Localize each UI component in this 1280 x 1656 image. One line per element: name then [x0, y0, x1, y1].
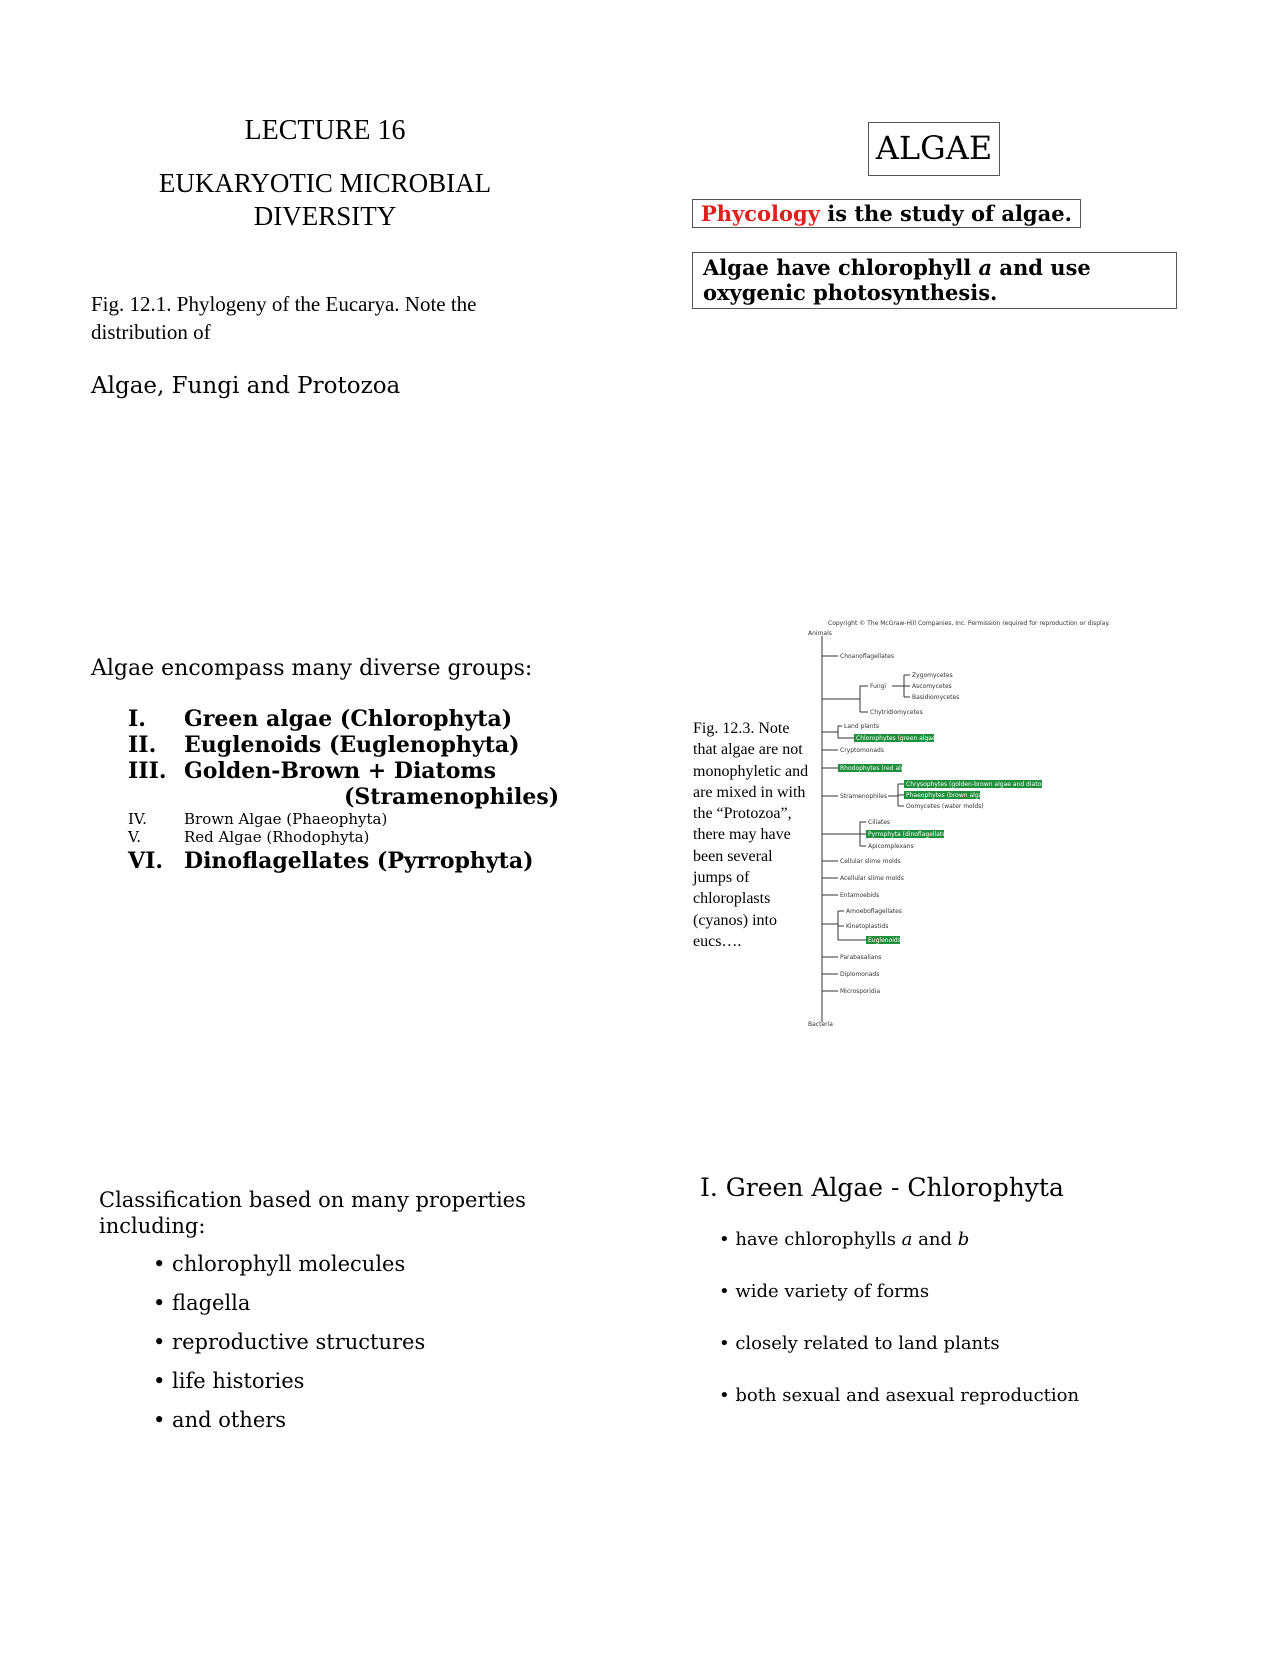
property-bullet: • life histories	[153, 1369, 305, 1393]
group-numeral: VI.	[128, 848, 164, 874]
algae-heading-box: ALGAE	[868, 122, 1000, 176]
tree-label: Apicomplexans	[868, 843, 914, 850]
property-bullet: • reproductive structures	[153, 1330, 426, 1354]
green-algae-bullet	[719, 1229, 969, 1250]
group-name: Green algae (Chlorophyta)	[184, 706, 513, 732]
tree-label: Amoeboflagellates	[846, 908, 902, 915]
caption-line: jumps of	[693, 869, 750, 887]
property-bullet: • and others	[153, 1408, 287, 1432]
group-name: Brown Algae (Phaeophyta)	[184, 810, 388, 828]
algae-fungi-protozoa-subtitle: Algae, Fungi and Protozoa	[91, 373, 401, 399]
group-name: Golden-Brown + Diatoms	[184, 758, 497, 784]
tree-label: Land plants	[844, 723, 879, 730]
chlorophyll-a-italic: a	[901, 1229, 913, 1250]
tree-label: Microsporidia	[840, 988, 881, 995]
tree-label: Diplomonads	[840, 971, 880, 978]
tree-label-highlighted: Phaeophytes (brown algae)	[906, 792, 989, 799]
classification-heading: Classification based on many properties including:	[99, 1188, 526, 1238]
lecture-title: EUKARYOTIC MICROBIAL DIVERSITY	[158, 168, 492, 231]
chlorophyll-b-italic: b	[957, 1229, 970, 1250]
group-name: Euglenoids (Euglenophyta)	[184, 732, 520, 758]
figure-caption-12-1: Fig. 12.1. Phylogeny of the Eucarya. Note the distribution of	[91, 292, 477, 344]
group-name: Dinoflagellates (Pyrrophyta)	[184, 848, 534, 874]
tree-root-bottom: Bacteria	[808, 1021, 833, 1028]
tree-label: Stramenophiles	[840, 793, 888, 800]
green-algae-bullet: • wide variety of forms	[719, 1281, 930, 1302]
tree-label-highlighted: Chlorophytes (green algae)	[856, 735, 939, 742]
figure-caption-12-3	[693, 718, 825, 952]
bullet-text: and	[912, 1229, 958, 1250]
caption-line: there may have	[693, 826, 791, 844]
tree-label-highlighted: Euglenoids	[868, 937, 901, 944]
tree-copyright: Copyright © The McGraw-Hill Companies, Inc. Permission required for reproduction or display.	[828, 620, 1110, 627]
tree-label: Ciliates	[868, 819, 891, 826]
caption-line: monophyletic and	[693, 762, 809, 780]
tree-label: Choanoflagellates	[840, 653, 894, 660]
caption-line: chloroplasts	[693, 890, 771, 908]
tree-label: Oomycetes (water molds)	[906, 803, 984, 810]
tree-label: Parabasalians	[840, 954, 882, 961]
tree-label: Zygomycetes	[912, 672, 953, 679]
caption-line: (cyanos) into	[693, 911, 777, 929]
tree-label-highlighted: Pyrrophyta (dinoflagellates)	[868, 831, 952, 838]
chlorophyll-text-end: and use oxygenic photosynthesis.	[703, 255, 1091, 305]
caption-line: that algae are not	[693, 741, 803, 759]
green-algae-title: I. Green Algae - Chlorophyta	[700, 1173, 1064, 1202]
chlorophyll-statement-box	[692, 252, 1177, 309]
tree-label: Entamoebids	[840, 892, 880, 899]
eucarya-phylogeny-tree	[808, 620, 1110, 1028]
green-algae-bullet: • closely related to land plants	[719, 1333, 1000, 1354]
group-numeral: III.	[128, 758, 167, 784]
group-numeral: IV.	[128, 810, 147, 828]
chlorophyll-text-start: Algae have chlorophyll	[703, 255, 979, 280]
tree-label: Cellular slime molds	[840, 858, 901, 865]
tree-label: Cryptomonads	[840, 747, 884, 754]
phycology-definition-box	[692, 199, 1081, 228]
tree-label: Basidiomycetes	[912, 694, 960, 701]
algae-groups-heading: Algae encompass many diverse groups:	[91, 656, 533, 681]
tree-label: Chytridiomycetes	[870, 709, 923, 716]
caption-line: are mixed in with	[693, 783, 806, 801]
caption-line: the “Protozoa”,	[693, 805, 792, 823]
caption-line: been several	[693, 847, 773, 865]
bullet-text: • have chlorophylls	[719, 1229, 902, 1250]
tree-label: Fungi	[870, 683, 887, 690]
group-numeral: II.	[128, 732, 157, 758]
tree-label-highlighted: Rhodophytes (red algae)	[840, 765, 915, 772]
caption-line: eucs….	[693, 932, 742, 950]
property-bullet: • flagella	[153, 1291, 251, 1315]
tree-label: Kinetoplastids	[846, 923, 889, 930]
tree-label-highlighted: Chrysophytes (golden-brown algae and diatoms)	[906, 781, 1053, 788]
property-bullet: • chlorophyll molecules	[153, 1252, 406, 1276]
caption-line: Fig. 12.3. Note	[693, 720, 790, 737]
tree-label: Acellular slime molds	[840, 875, 904, 882]
green-algae-bullet: • both sexual and asexual reproduction	[719, 1385, 1080, 1406]
phycology-term: Phycology	[701, 201, 820, 226]
group-numeral: V.	[128, 828, 141, 846]
lecture-number: LECTURE 16	[244, 115, 406, 146]
group-name: (Stramenophiles)	[344, 784, 560, 810]
group-name: Red Algae (Rhodophyta)	[184, 828, 370, 846]
tree-label: Ascomycetes	[912, 683, 952, 690]
group-numeral: I.	[128, 706, 146, 732]
tree-root-top: Animals	[808, 630, 832, 637]
chlorophyll-a-italic: a	[978, 255, 993, 280]
phycology-definition: is the study of algae.	[819, 201, 1072, 226]
